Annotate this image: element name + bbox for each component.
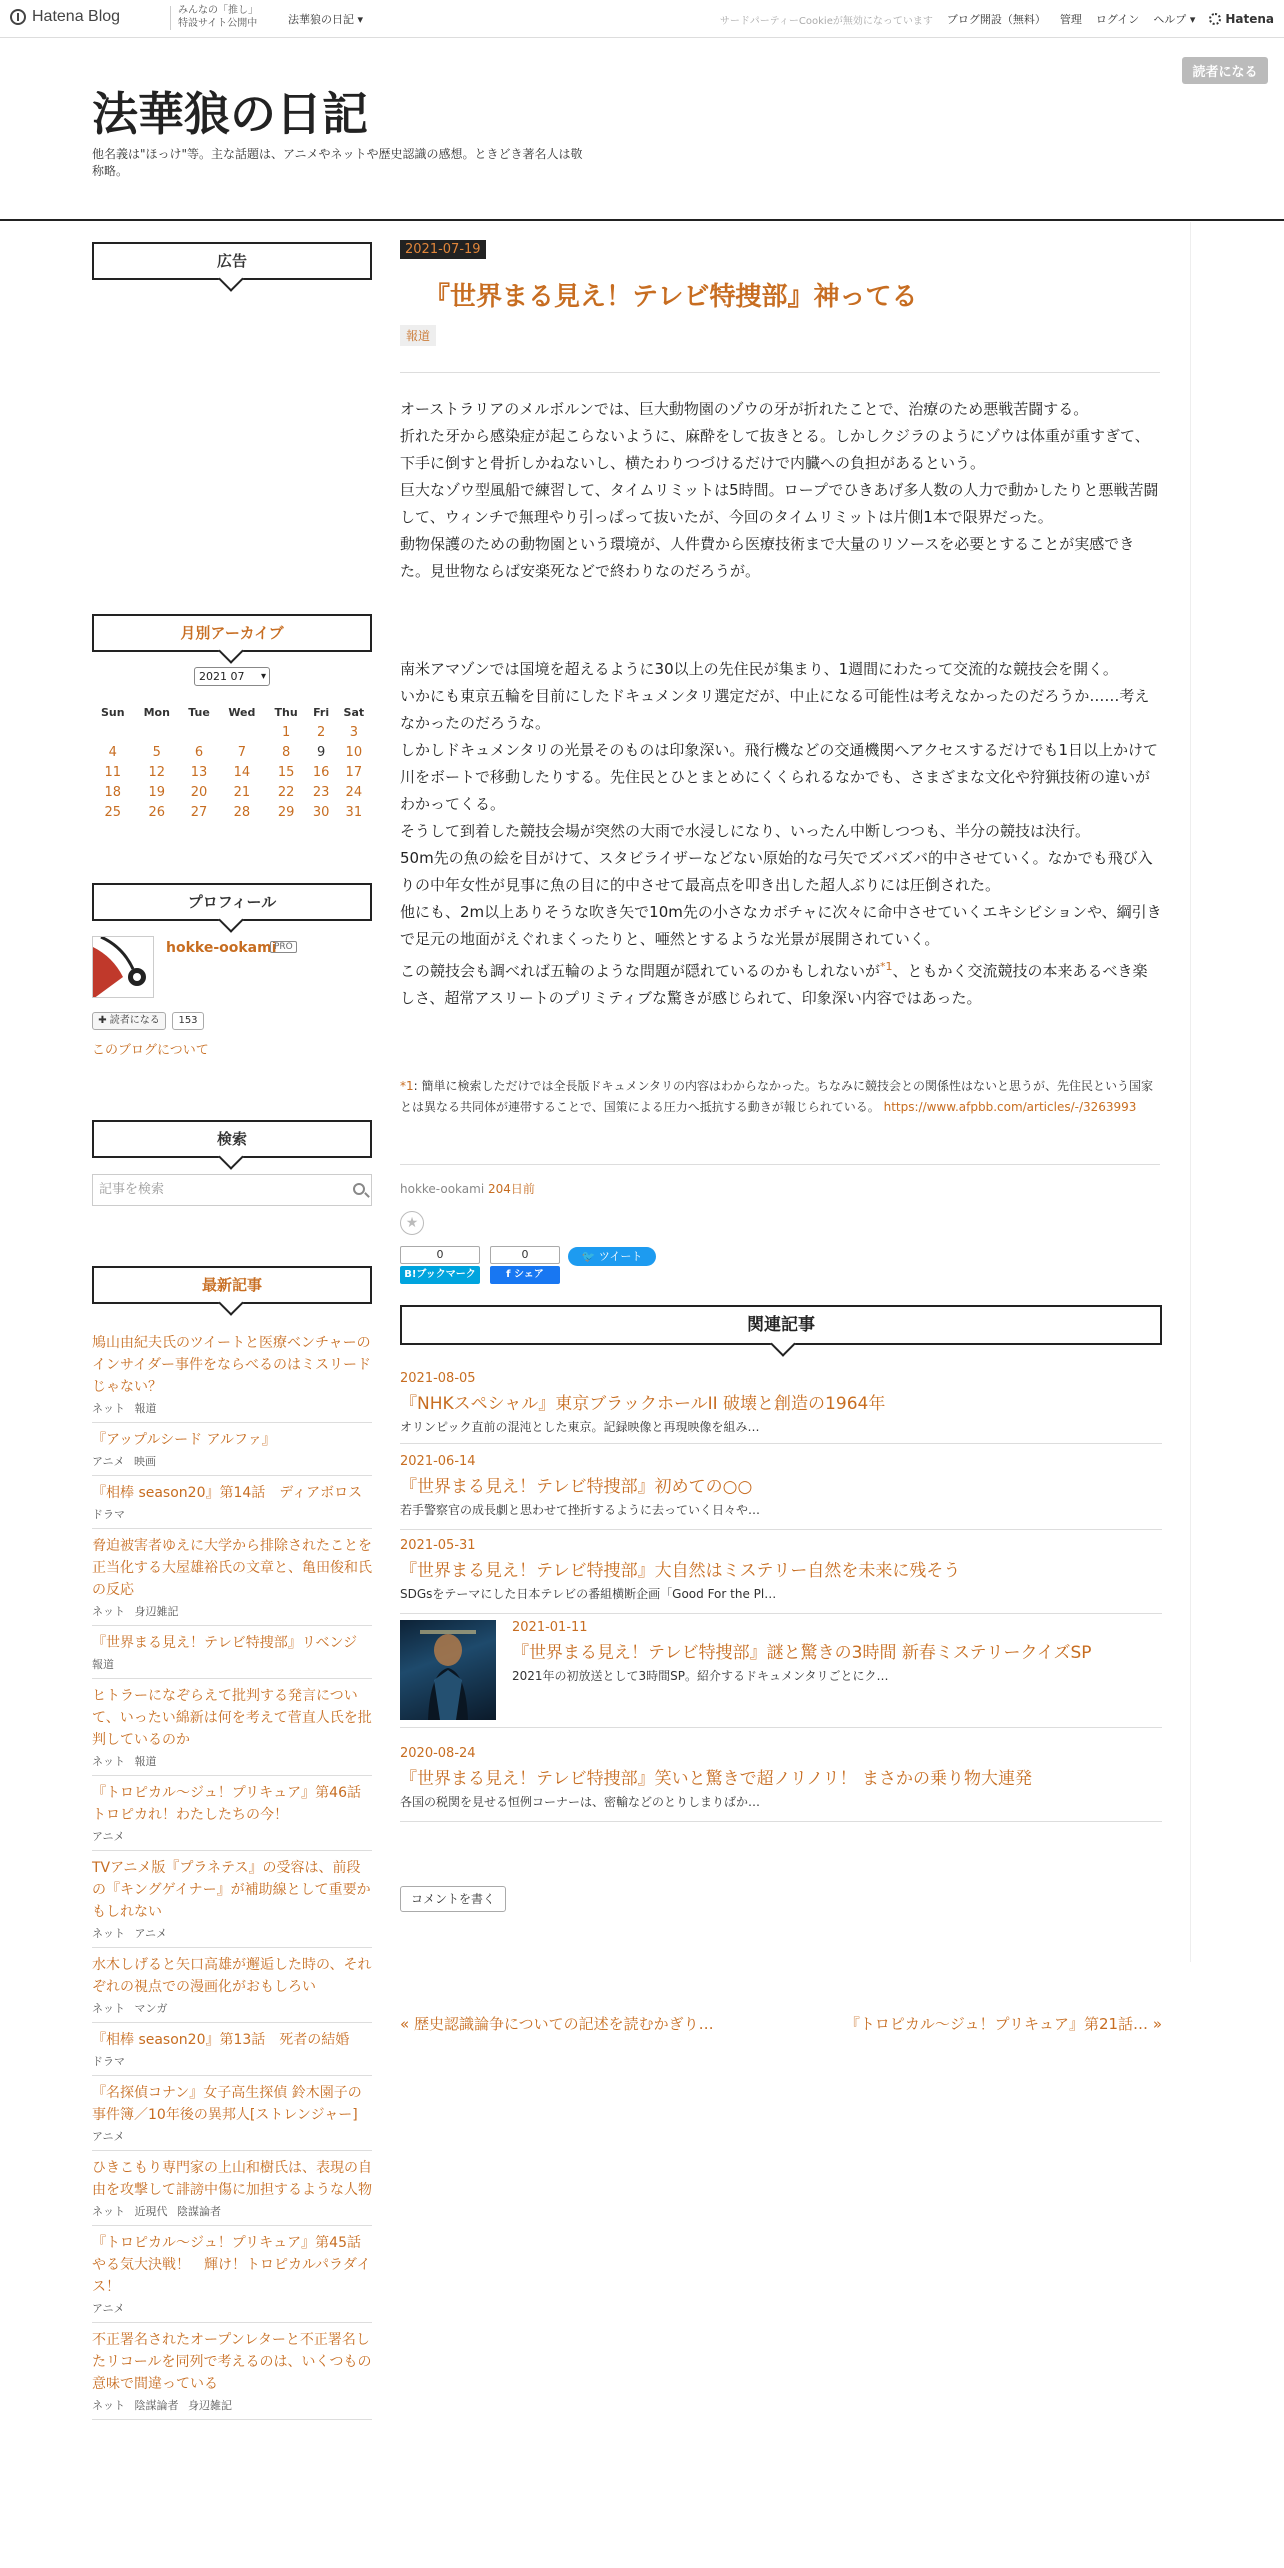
footnote-marker[interactable]: *1 bbox=[880, 960, 893, 973]
body-text: いかにも東京五輪を目前にしたドキュメンタリ選定だが、中止になる可能性は考えなかったのだろうか……考えなかったのだろうな。 bbox=[400, 687, 1150, 732]
archive-calendar bbox=[92, 702, 372, 822]
list-item bbox=[92, 1851, 372, 1948]
related-title[interactable]: 『世界まる見え！テレビ特捜部』大自然はミステリー自然を未来に残そう bbox=[400, 1561, 961, 1581]
recent-entry-categories[interactable]: アニメ bbox=[92, 2130, 125, 2143]
blog-menu-label: 法華狼の日記 bbox=[288, 13, 354, 26]
topbar-link-login[interactable]: ログイン bbox=[1095, 13, 1140, 26]
related-entry[interactable] bbox=[400, 1452, 1162, 1530]
recent-entry-title[interactable]: 脅迫被害者ゆえに大学から排除されたことを正当化する大屋雄裕氏の文章と、亀田俊和氏の反応 bbox=[92, 1538, 372, 1598]
recent-entry-title[interactable]: ひきこもり専門家の上山和樹氏は、表現の自由を攻撃して誹謗中傷に加担するような人物 bbox=[92, 2160, 372, 2198]
list-item bbox=[92, 1476, 372, 1529]
calendar-day[interactable]: 22 bbox=[277, 784, 295, 800]
divider bbox=[400, 372, 1160, 373]
calendar-day[interactable]: 2 bbox=[316, 724, 326, 740]
related-date[interactable]: 2021-08-05 bbox=[400, 1371, 476, 1386]
calendar-day[interactable]: 24 bbox=[345, 784, 363, 800]
search-placeholder: 記事を検索 bbox=[99, 1182, 165, 1197]
topbar-links bbox=[720, 11, 1274, 27]
calendar-day[interactable]: 27 bbox=[190, 804, 208, 820]
related-title[interactable]: 『世界まる見え！テレビ特捜部』初めての○○ bbox=[400, 1477, 753, 1497]
hatena-logo-icon bbox=[10, 9, 26, 25]
facebook-share-button[interactable]: f シェア bbox=[490, 1266, 560, 1284]
write-comment-button[interactable]: コメントを書く bbox=[400, 1886, 506, 1912]
calendar-day[interactable]: 30 bbox=[312, 804, 330, 820]
chevron-down-icon: ▾ bbox=[1189, 13, 1196, 26]
about-blog-link[interactable]: このブログについて bbox=[92, 1043, 209, 1058]
reader-button[interactable] bbox=[92, 1012, 166, 1030]
calendar-day[interactable]: 21 bbox=[233, 784, 251, 800]
list-item bbox=[92, 2226, 375, 2323]
subscribe-button[interactable]: 読者になる bbox=[1182, 57, 1268, 84]
calendar-day[interactable]: 16 bbox=[312, 764, 330, 780]
body-text: そうして到着した競技会場が突然の大雨で水浸しになり、いったん中断しつつも、半分の競技は決行。 bbox=[400, 822, 1091, 840]
related-title[interactable]: 『世界まる見え！テレビ特捜部』謎と驚きの3時間 新春ミステリークイズSP bbox=[512, 1643, 1092, 1663]
body-text: 折れた牙から感染症が起こらないように、麻酔をして抜きとる。しかしクジラのようにゾウは体重が重すぎて、下手に倒すと骨折しかねないし、横たわりつづけるだけで内臓への負担があるという。 bbox=[400, 427, 1150, 472]
calendar-day[interactable]: 20 bbox=[190, 784, 208, 800]
tweet-label: ツイート bbox=[598, 1250, 643, 1263]
recent-entry-categories[interactable]: ネット マンガ bbox=[92, 2002, 168, 2015]
search-input[interactable] bbox=[92, 1174, 372, 1206]
list-item bbox=[92, 2151, 372, 2226]
entry-date[interactable]: 2021-07-19 bbox=[400, 240, 486, 259]
body-text: しかしドキュメンタリの光景そのものは印象深い。飛行機などの交通機関へアクセスするだけでも1日以上かけて川をボートで移動したりする。先住民とひとまとめにくくられるなかでも、さまざまな文化や狩猟技術の違いがわかってくる。 bbox=[400, 741, 1159, 813]
calendar-day bbox=[180, 722, 218, 742]
calendar-day[interactable]: 19 bbox=[148, 784, 166, 800]
calendar-day[interactable]: 5 bbox=[152, 744, 161, 760]
related-entry[interactable] bbox=[400, 1536, 1162, 1614]
calendar-day[interactable]: 17 bbox=[345, 764, 363, 780]
pager-prev-link[interactable]: « 歴史認識論争についての記述を読むかぎり… bbox=[400, 2015, 714, 2033]
entry-category[interactable]: 報道 bbox=[400, 325, 436, 346]
topbar-link-help[interactable] bbox=[1153, 11, 1195, 27]
body-text bbox=[400, 953, 1162, 1012]
recent-entry-categories[interactable]: ネット 陰謀論者 身辺雑記 bbox=[92, 2399, 232, 2412]
archive-month-select[interactable]: 2021 07 ▾ bbox=[194, 667, 270, 686]
related-date[interactable]: 2021-05-31 bbox=[400, 1538, 476, 1553]
recent-entry-categories[interactable]: 報道 bbox=[92, 1658, 114, 1671]
list-item bbox=[92, 2323, 372, 2420]
calendar-day bbox=[218, 722, 266, 742]
calendar-day[interactable]: 31 bbox=[345, 804, 363, 820]
topbar-link-signup[interactable]: ブログ開設（無料） bbox=[946, 13, 1046, 26]
calendar-day[interactable]: 13 bbox=[190, 764, 208, 780]
recent-entry-categories[interactable]: ネット 報道 bbox=[92, 1755, 157, 1768]
hatena-blog-logo[interactable] bbox=[10, 8, 120, 26]
related-snippet: 2021年の初放送として3時間SP。紹介するドキュメンタリごとにク… bbox=[512, 1669, 889, 1683]
entry-ago[interactable]: 204日前 bbox=[487, 1182, 535, 1196]
hatena-icon bbox=[1209, 13, 1221, 25]
footnote: *1: 簡単に検索しただけでは全長版ドキュメンタリの内容はわからなかった。ちなみに競技会との関係性はないと思うが、先住民という国家とは異なる共同体が連帯することで、国策による圧力へ抵抗する動きが報じられている。 https://www.afpbb.com/articles/-/3263993 bbox=[400, 1079, 1154, 1114]
related-date[interactable]: 2020-08-24 bbox=[400, 1746, 476, 1761]
list-item bbox=[92, 2076, 372, 2151]
recent-entry-categories[interactable]: ネット 報道 bbox=[92, 1402, 157, 1415]
related-entry[interactable] bbox=[400, 1620, 1162, 1728]
avatar[interactable] bbox=[92, 936, 154, 998]
list-item bbox=[92, 1679, 372, 1776]
topbar-divider bbox=[170, 6, 171, 30]
bookmark-share[interactable] bbox=[400, 1246, 480, 1286]
calendar-day[interactable]: 28 bbox=[233, 804, 251, 820]
reader-button-label: 読者になる bbox=[109, 1015, 160, 1026]
calendar-day[interactable]: 15 bbox=[277, 764, 295, 780]
calendar-day[interactable]: 10 bbox=[345, 744, 363, 760]
recent-entries-list bbox=[92, 1326, 375, 2420]
calendar-day: 9 bbox=[316, 744, 326, 760]
calendar-day[interactable]: 29 bbox=[277, 804, 295, 820]
pro-badge: PRO bbox=[270, 941, 297, 953]
related-snippet: 各国の税関を見せる恒例コーナーは、密輸などのとりしまりばか… bbox=[400, 1795, 761, 1809]
list-item bbox=[92, 1423, 372, 1476]
reader-count[interactable]: 153 bbox=[172, 1012, 204, 1030]
recent-entry-categories[interactable]: アニメ bbox=[92, 2302, 125, 2315]
body-text: 他にも、2m以上ありそうな吹き矢で10m先の小さなカボチャに次々に命中させていくエキシビションや、綱引きで足元の地面がえぐれまくったりと、唖然とするような光景が展開されていく。 bbox=[400, 903, 1162, 948]
archive-heading[interactable]: 月別アーカイブ bbox=[92, 614, 372, 652]
bookmark-count: 0 bbox=[400, 1246, 480, 1264]
calendar-day bbox=[92, 722, 134, 742]
footnote-link[interactable]: https://www.afpbb.com/articles/-/3263993 bbox=[883, 1100, 1137, 1114]
blog-description: 他名義は"ほっけ"等。主な話題は、アニメやネットや歴史認識の感想。ときどき著名人は敬称略。 bbox=[92, 147, 583, 178]
body-text: 巨大なゾウ型風船で練習して、タイムリミットは5時間。ロープでひきあげ多人数の人力で動かしたりと悪戦苦闘して、ウィンチで無理やり引っぱって抜いたが、今回のタイムリミットは片側1本で限界だった。 bbox=[400, 481, 1159, 526]
recent-entry-categories[interactable]: ネット アニメ bbox=[92, 1927, 167, 1940]
recent-entry-title[interactable]: 『トロピカル～ジュ！プリキュア』第45話 やる気大決戦！ 輝け！トロピカルパラダイス！ bbox=[92, 2235, 375, 2295]
related-snippet: 若手警察官の成長劇と思わせて挫折するように去っていく日々や… bbox=[400, 1503, 761, 1517]
calendar-day[interactable]: 26 bbox=[148, 804, 166, 820]
recent-entry-categories[interactable]: アニメ bbox=[92, 1830, 125, 1843]
chevron-down-icon: ▾ bbox=[357, 13, 364, 26]
recent-entry-title[interactable]: 『世界まる見え！テレビ特捜部』リベンジ bbox=[92, 1635, 358, 1651]
entry-footer bbox=[400, 1180, 535, 1197]
calendar-day bbox=[134, 722, 180, 742]
blog-menu[interactable] bbox=[288, 11, 363, 27]
calendar-day[interactable]: 18 bbox=[104, 784, 122, 800]
recent-entry-title[interactable]: ヒトラーになぞらえて批判する発言について、いったい綿新は何を考えて菅直人氏を批判しているのか bbox=[92, 1688, 372, 1748]
weekday-sun: Sun bbox=[100, 705, 125, 719]
weekday-mon: Mon bbox=[143, 705, 170, 719]
calendar-day[interactable]: 23 bbox=[312, 784, 330, 800]
calendar-day[interactable]: 14 bbox=[233, 764, 251, 780]
related-date[interactable]: 2021-06-14 bbox=[400, 1454, 476, 1469]
divider bbox=[400, 1164, 1160, 1165]
search-heading: 検索 bbox=[92, 1120, 372, 1158]
promo-line-2: 特設サイト公開中 bbox=[178, 18, 258, 29]
related-snippet: オリンピック直前の混沌とした東京。記録映像と再現映像を組み… bbox=[400, 1420, 760, 1434]
facebook-count: 0 bbox=[490, 1246, 560, 1264]
profile-heading: プロフィール bbox=[92, 883, 372, 921]
recent-heading[interactable]: 最新記事 bbox=[92, 1266, 372, 1304]
body-text: 50m先の魚の絵を目がけて、スタビライザーなどない原始的な弓矢でズバズバ的中させていく。なかでも飛び入りの中年女性が見事に魚の目に的中させて最高点を叩き出した超人ぶりには圧倒された。 bbox=[400, 849, 1153, 894]
avatar-icon bbox=[93, 937, 154, 998]
help-label: ヘルプ bbox=[1153, 13, 1187, 26]
ad-heading: 広告 bbox=[92, 242, 372, 280]
related-snippet: SDGsをテーマにした日本テレビの番組横断企画「Good For the Pl… bbox=[400, 1587, 777, 1601]
promo-link[interactable] bbox=[178, 4, 258, 30]
entry-title[interactable]: 『世界まる見え！テレビ特捜部』神ってる bbox=[424, 282, 918, 312]
search-icon[interactable] bbox=[353, 1183, 365, 1195]
calendar-day[interactable]: 6 bbox=[194, 744, 204, 760]
bookmark-button[interactable]: B!ブックマーク bbox=[400, 1266, 480, 1284]
list-item bbox=[92, 1626, 372, 1679]
weekday-tue: Tue bbox=[188, 705, 210, 719]
weekday-thu: Thu bbox=[274, 705, 298, 719]
recent-entry-categories[interactable]: ネット 近現代 陰謀論者 bbox=[92, 2205, 221, 2218]
recent-entry-categories[interactable]: アニメ 映画 bbox=[92, 1455, 156, 1468]
calendar-day[interactable]: 4 bbox=[108, 744, 117, 760]
facebook-share[interactable] bbox=[490, 1246, 560, 1286]
footnote-ref[interactable]: *1 bbox=[400, 1079, 414, 1093]
recent-entry-title[interactable]: 『相棒 season20』第13話 死者の結婚 bbox=[92, 2032, 350, 2048]
entry-paragraph-2 bbox=[400, 656, 1162, 1012]
hatena-label: Hatena bbox=[1225, 12, 1274, 26]
add-star-icon[interactable]: ★ bbox=[400, 1211, 424, 1235]
plus-icon: ✚ bbox=[98, 1015, 107, 1026]
calendar-day[interactable]: 8 bbox=[281, 744, 291, 760]
content-border bbox=[1190, 222, 1191, 1962]
cookie-notice: サードパーティーCookieが無効になっています bbox=[719, 15, 933, 27]
footnote-text: 簡単に検索しただけでは全長版ドキュメンタリの内容はわからなかった。ちなみに競技会との関係性はないと思うが、先住民という国家とは異なる共同体が連帯することで、国策による圧力へ抵抗する動きが報じられている。 bbox=[400, 1079, 1154, 1114]
recent-entry-title[interactable]: 不正署名されたオープンレターと不正署名したリコールを同列で考えるのは、いくつもの意味で間違っている bbox=[92, 2332, 372, 2392]
list-item bbox=[92, 2023, 372, 2076]
recent-entry-title[interactable]: TVアニメ版『プラネテス』の受容は、前段の『キングゲイナー』が補助線として重要かもしれない bbox=[92, 1860, 371, 1920]
calendar-day[interactable]: 11 bbox=[104, 764, 122, 780]
body-text-part: 、ともかく交流競技の本来あるべき楽しさ、超常アスリートのプリミティブな驚きが感じられて、印象深い内容ではあった。 bbox=[400, 962, 1148, 1007]
related-title[interactable]: 『世界まる見え！テレビ特捜部』笑いと驚きで超ノリノリ！ まさかの乗り物大連発 bbox=[400, 1769, 1033, 1789]
profile-name[interactable]: hokke-ookami bbox=[166, 940, 277, 956]
hatena-topbar bbox=[0, 0, 1284, 38]
list-item bbox=[92, 1529, 372, 1626]
pager-next-link[interactable]: 『トロピカル～ジュ！プリキュア』第21話… » bbox=[844, 2015, 1162, 2033]
body-text: 動物保護のための動物園という環境が、人件費から医療技術まで大量のリソースを必要とすることが実感できた。見世物ならば安楽死などで終わりなのだろうが。 bbox=[400, 535, 1135, 580]
related-title[interactable]: 『NHKスペシャル』東京ブラックホールII 破壊と創造の1964年 bbox=[400, 1394, 886, 1414]
recent-entry-categories[interactable]: ドラマ bbox=[92, 1508, 125, 1521]
recent-entry-title[interactable]: 『相棒 season20』第14話 ディアボロス bbox=[92, 1485, 363, 1501]
calendar-day[interactable]: 12 bbox=[148, 764, 166, 780]
calendar-day[interactable]: 1 bbox=[281, 724, 291, 740]
related-entry[interactable] bbox=[400, 1368, 1162, 1444]
calendar-day[interactable]: 7 bbox=[237, 744, 246, 760]
body-text-part: この競技会も調べれば五輪のような問題が隠れているのかもしれないが bbox=[400, 962, 881, 980]
recent-entry-title[interactable]: 『アップルシード アルファ』 bbox=[92, 1432, 276, 1448]
weekday-sat: Sat bbox=[343, 705, 365, 719]
body-text: オーストラリアのメルボルンでは、巨大動物園のゾウの牙が折れたことで、治療のため悪戦苦闘する。 bbox=[400, 400, 1089, 418]
related-entry[interactable] bbox=[400, 1746, 1162, 1822]
twitter-icon: 🐦 bbox=[581, 1250, 596, 1263]
related-date[interactable]: 2021-01-11 bbox=[512, 1620, 588, 1635]
calendar-day[interactable]: 3 bbox=[349, 724, 358, 740]
hatena-link[interactable] bbox=[1209, 12, 1274, 26]
list-item bbox=[92, 1948, 372, 2023]
recent-entry-categories[interactable]: ドラマ bbox=[92, 2055, 125, 2068]
list-item bbox=[92, 1326, 372, 1423]
calendar-day[interactable]: 25 bbox=[104, 804, 122, 820]
recent-entry-title[interactable]: 水木しげると矢口高雄が邂逅した時の、それぞれの視点での漫画化がおもしろい bbox=[92, 1957, 372, 1995]
blog-title[interactable]: 法華狼の日記 bbox=[92, 87, 368, 141]
recent-entry-title[interactable]: 『名探偵コナン』女子高生探偵 鈴木園子の事件簿／10年後の異邦人[ストレンジャー] bbox=[92, 2085, 362, 2123]
topbar-link-admin[interactable]: 管理 bbox=[1059, 13, 1082, 26]
promo-line-1: みんなの「推し」 bbox=[178, 5, 258, 16]
tweet-button[interactable] bbox=[568, 1247, 656, 1266]
related-heading: 関連記事 bbox=[400, 1305, 1162, 1345]
weekday-fri: Fri bbox=[313, 705, 330, 719]
recent-entry-categories[interactable]: ネット 身辺雑記 bbox=[92, 1605, 179, 1618]
body-text: 南米アマゾンでは国境を超えるように30以上の先住民が集まり、1週間にわたって交流的な競技会を開く。 bbox=[400, 660, 1118, 678]
weekday-wed: Wed bbox=[228, 705, 256, 719]
entry-paragraph-1 bbox=[400, 396, 1162, 585]
recent-entry-title[interactable]: 『トロピカル～ジュ！プリキュア』第46話 トロピカれ！わたしたちの今！ bbox=[92, 1785, 375, 1823]
entry-author[interactable]: hokke-ookami bbox=[400, 1182, 485, 1196]
list-item bbox=[92, 1776, 375, 1851]
hatena-blog-brand: Hatena Blog bbox=[32, 8, 121, 25]
recent-entry-title[interactable]: 鳩山由紀夫氏のツイートと医療ベンチャーのインサイダー事件をならべるのはミスリードじゃない？ bbox=[92, 1335, 372, 1395]
